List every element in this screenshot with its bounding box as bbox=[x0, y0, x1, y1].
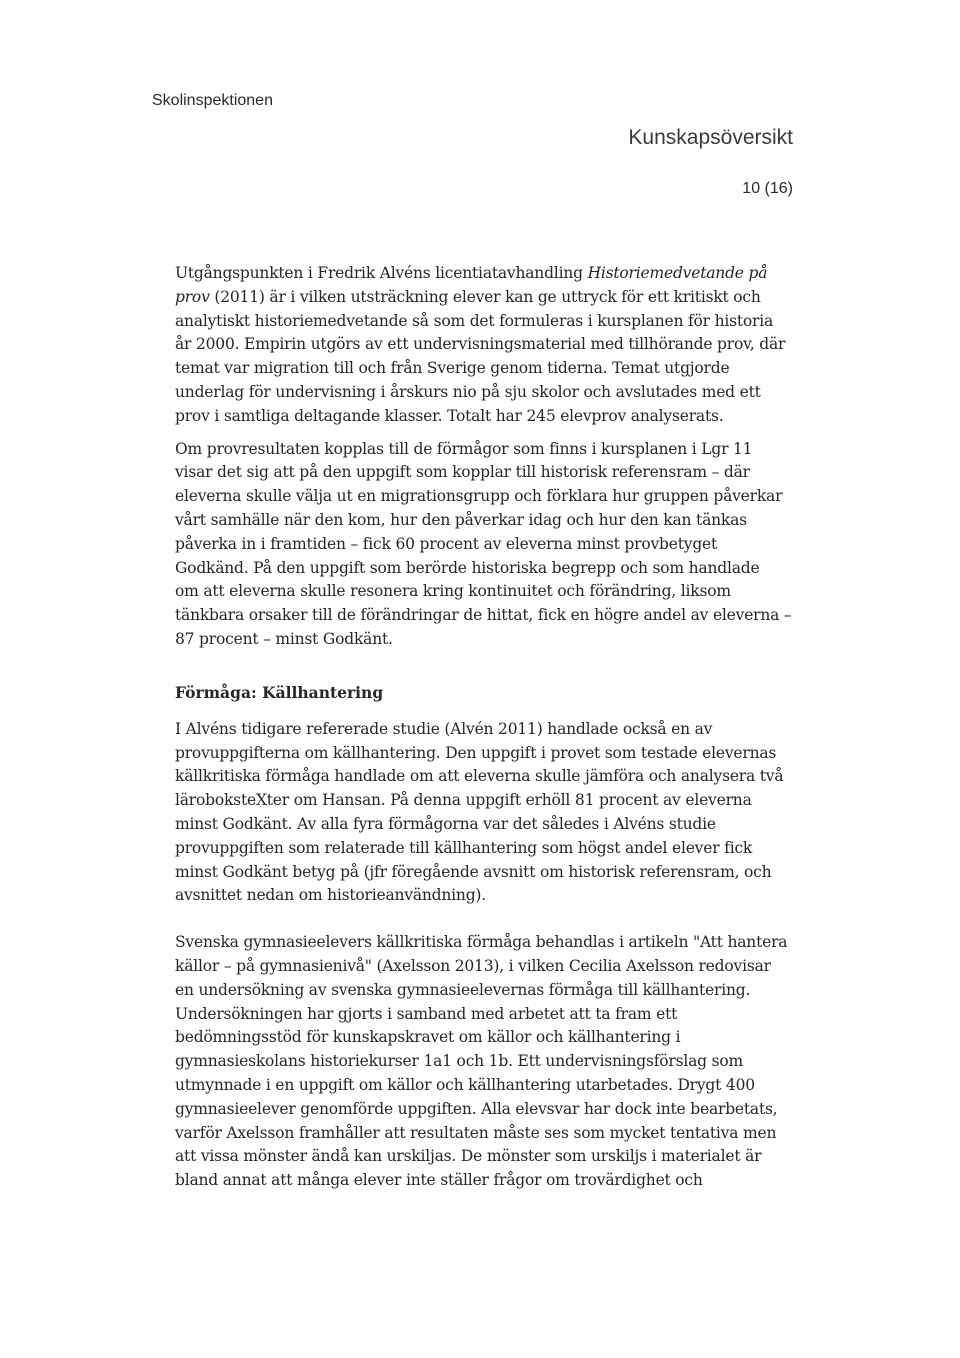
text-line: vårt samhälle när den kom, hur den påverkar idag och hur den kan tänkas bbox=[175, 510, 747, 529]
paragraph-source-handling bbox=[175, 718, 805, 908]
section-heading-kallhantering: Förmåga: Källhantering bbox=[175, 682, 384, 702]
text-line: år 2000. Empirin utgörs av ett undervisningsmaterial med tillhörande prov, där bbox=[175, 335, 786, 354]
text-line: bland annat att många elever inte ställer frågor om trovärdighet och bbox=[175, 1171, 703, 1190]
text-line: temat var migration till och från Sverige genom tiderna. Temat utgjorde bbox=[175, 359, 730, 378]
text-line: prov i samtliga deltagande klasser. Totalt har 245 elevprov analyserats. bbox=[175, 406, 724, 425]
text-line: Godkänd. På den uppgift som berörde historiska begrepp och som handlade bbox=[175, 558, 760, 577]
paragraph-axelsson-study bbox=[175, 931, 805, 1193]
thesis-title-part1: Historiemedvetande på bbox=[587, 264, 768, 282]
text-line: gymnasieskolans historiekurser 1a1 och 1b. Ett undervisningsförslag som bbox=[175, 1052, 744, 1071]
text-line: att vissa mönster ändå kan urskiljas. De mönster som urskiljs i materialet är bbox=[175, 1147, 762, 1166]
text-line: minst Godkänt betyg på (jfr föregående avsnitt om historisk referensram, och bbox=[175, 862, 772, 881]
text-line: analytiskt historiemedvetande så som det formuleras i kursplanen för historia bbox=[175, 311, 774, 330]
page-number: 10 (16) bbox=[742, 180, 793, 197]
organization-name: Skolinspektionen bbox=[152, 92, 273, 109]
text-line: källor – på gymnasienivå" (Axelsson 2013), i vilken Cecilia Axelsson redovisar bbox=[175, 956, 771, 975]
text-line: om att eleverna skulle resonera kring kontinuitet och förändring, liksom bbox=[175, 582, 731, 601]
text-line: tänkbara orsaker till de förändringar de hittat, fick en högre andel av eleverna – bbox=[175, 606, 792, 625]
text-line: läroboksteXter om Hansan. På denna uppgift erhöll 81 procent av eleverna bbox=[175, 791, 752, 810]
text-line: bedömningsstöd för kunskapskravet om källor och källhantering i bbox=[175, 1028, 681, 1047]
text-line: Om provresultaten kopplas till de förmågor som finns i kursplanen i Lgr 11 bbox=[175, 439, 753, 458]
text-line: varför Axelsson framhåller att resultaten måste ses som mycket tentativa men bbox=[175, 1123, 777, 1142]
text-line: utmynnade i en uppgift om källor och källhantering utarbetades. Drygt 400 bbox=[175, 1075, 755, 1094]
text-line: Utgångspunkten i Fredrik Alvéns licentiatavhandling Historiemedvetande på bbox=[175, 264, 768, 282]
text-line: påverka in i framtiden – fick 60 procent av eleverna minst provbetyget bbox=[175, 534, 718, 553]
text-line: gymnasieelever genomförde uppgiften. Alla elevsvar har dock inte bearbetats, bbox=[175, 1099, 778, 1118]
body-text bbox=[175, 262, 805, 1193]
paragraph-alven-study bbox=[175, 262, 805, 429]
text-line: prov (2011) är i vilken utsträckning elever kan ge uttryck för ett kritiskt och bbox=[175, 287, 761, 306]
text-line: visar det sig att på den uppgift som kopplar till historisk referensram – där bbox=[175, 463, 750, 482]
text-line: källkritiska förmåga handlade om att eleverna skulle jämföra och analysera två bbox=[175, 767, 784, 786]
text-line: eleverna skulle välja ut en migrationsgrupp och förklara hur gruppen påverkar bbox=[175, 487, 783, 506]
text-line: 87 procent – minst Godkänt. bbox=[175, 629, 393, 648]
text-line: provuppgiften som relaterade till källhantering som högst andel elever fick bbox=[175, 838, 753, 857]
text-line: provuppgifterna om källhantering. Den uppgift i provet som testade elevernas bbox=[175, 743, 777, 762]
thesis-title-part2: prov bbox=[175, 287, 210, 306]
text-line: underlag för undervisning i årskurs nio på sju skolor och avslutades med ett bbox=[175, 382, 761, 401]
text-line: Svenska gymnasieelevers källkritiska förmåga behandlas i artikeln "Att hantera bbox=[175, 933, 788, 952]
text-line: Undersökningen har gjorts i samband med arbetet att ta fram ett bbox=[175, 1004, 678, 1023]
document-title: Kunskapsöversikt bbox=[628, 126, 793, 149]
text-line: minst Godkänt. Av alla fyra förmågorna var det således i Alvéns studie bbox=[175, 814, 716, 833]
text-line: avsnittet nedan om historieanvändning). bbox=[175, 886, 487, 905]
text-line: en undersökning av svenska gymnasieelevernas förmåga till källhantering. bbox=[175, 980, 751, 999]
paragraph-test-results bbox=[175, 438, 805, 652]
text-line: I Alvéns tidigare refererade studie (Alvén 2011) handlade också en av bbox=[175, 719, 713, 738]
